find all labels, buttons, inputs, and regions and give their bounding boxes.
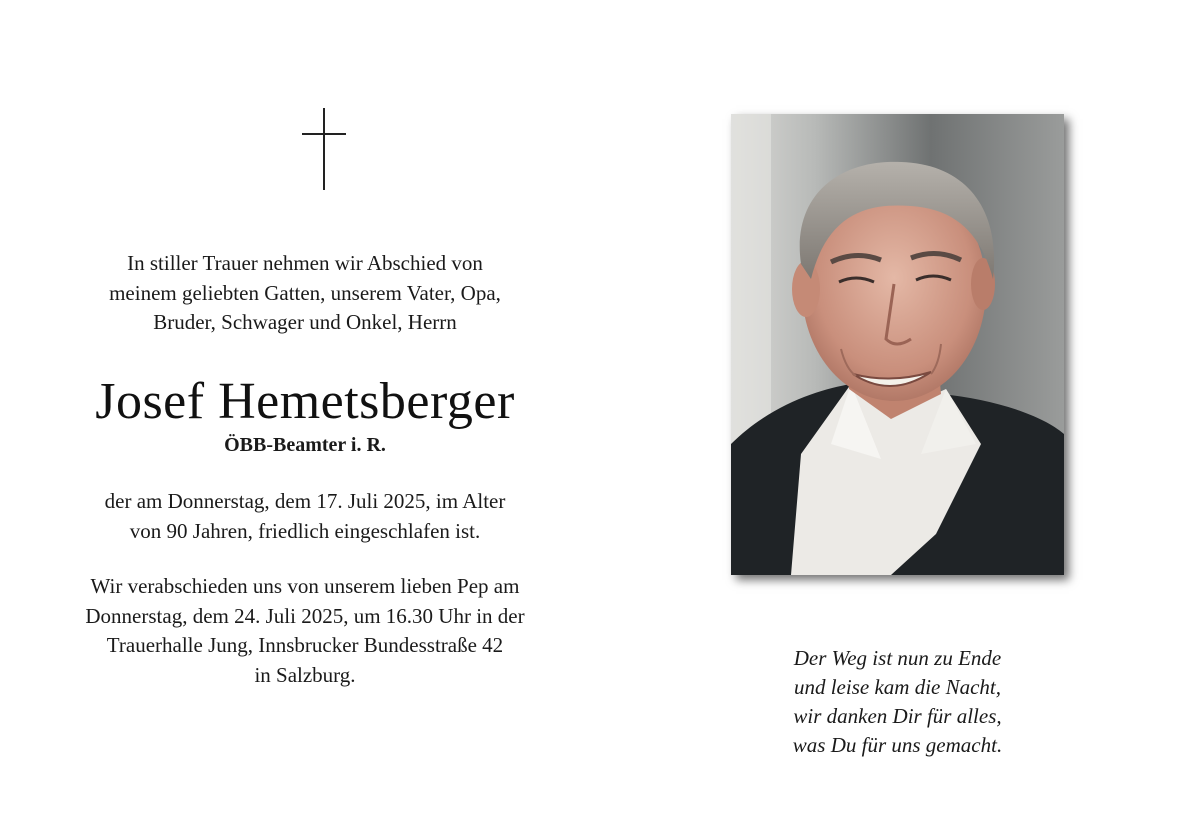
deceased-title: ÖBB-Beamter i. R. [224,434,386,456]
farewell-line: Donnerstag, dem 24. Juli 2025, um 16.30 Uhr in der [85,603,525,628]
notice-column [30,0,580,835]
intro-line: In stiller Trauer nehmen wir Abschied von [127,251,483,275]
death-line: der am Donnerstag, dem 17. Juli 2025, im Alter [104,489,506,513]
intro-text [30,249,580,338]
poem-line: und leise kam die Nacht, [793,675,1002,699]
death-text [30,487,580,546]
farewell-line: in Salzburg. [254,662,356,687]
poem [731,644,1064,760]
poem-line: wir danken Dir für alles, [793,704,1002,728]
portrait-photo [731,114,1064,575]
intro-line: meinem geliebten Gatten, unserem Vater, Opa, [109,280,501,305]
death-line: von 90 Jahren, friedlich eingeschlafen ist. [129,518,481,543]
intro-line: Bruder, Schwager und Onkel, Herrn [153,310,457,334]
farewell-line: Trauerhalle Jung, Innsbrucker Bundesstraße 42 [106,633,504,657]
cross-icon [302,108,346,190]
poem-line: was Du für uns gemacht. [792,733,1003,757]
deceased-name: Josef Hemetsberger [95,373,515,430]
farewell-line: Wir verabschieden uns von unserem lieben Pep am [90,574,520,598]
poem-line: Der Weg ist nun zu Ende [793,646,1002,670]
farewell-text [30,572,580,690]
